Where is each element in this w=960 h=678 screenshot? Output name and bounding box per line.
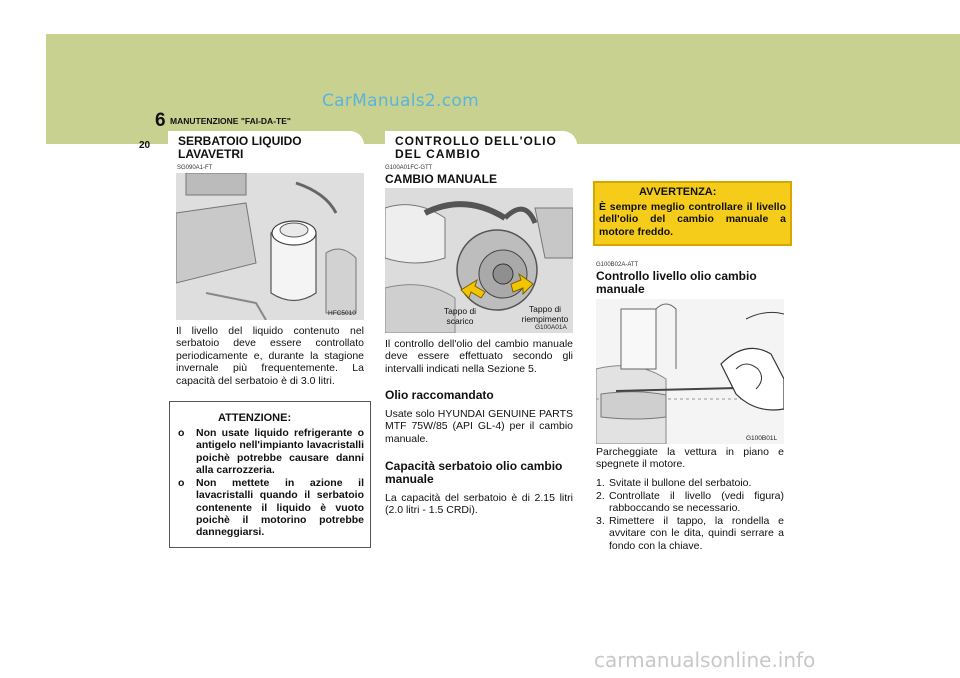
callout-drain-plug: Tappo di scarico (443, 306, 477, 326)
heading-manual-gearbox: CAMBIO MANUALE (385, 172, 497, 186)
figure-label-gearbox: G100A01A (535, 324, 567, 331)
header-band (46, 34, 960, 144)
step-text: Rimettere il tappo, la rondella e avvitare con le dita, quindi serrare a fondo con la chiave. (609, 515, 784, 552)
dipstick-drawing (596, 299, 784, 444)
heading-recommended-oil: Olio raccomandato (385, 388, 494, 402)
figure-label-washer: HFC5010 (328, 310, 356, 317)
caution-bullet: o (178, 477, 185, 489)
watermark-top[interactable]: CarManuals2.com (322, 91, 479, 111)
chapter-number: 6 (155, 110, 166, 131)
step-number: 1. (596, 477, 605, 489)
heading-capacity: Capacità serbatoio olio cambio manuale (385, 459, 563, 486)
gearbox-body-text: Il controllo dell'olio del cambio manuale deve essere effettuato secondo gli intervalli indicati nella Sezione 5. (385, 338, 573, 375)
section-title-washer: SERBATOIO LIQUIDO LAVAVETRI (178, 134, 302, 161)
caution-title: ATTENZIONE: (218, 412, 292, 424)
step-number: 2. (596, 490, 605, 502)
level-check-intro: Parcheggiate la vettura in piano e spegnete il motore. (596, 446, 784, 471)
step-text: Controllate il livello (vedi figura) rabboccando se necessario. (609, 490, 784, 515)
washer-reservoir-drawing (176, 173, 364, 320)
code-washer: SG090A1-FT (177, 165, 213, 171)
code-level-check: G100B02A-ATT (596, 262, 639, 268)
callout-fill-plug: Tappo di riempimento (521, 304, 569, 324)
caution-bullet: o (178, 427, 185, 439)
step-text: Svitate il bullone del serbatoio. (609, 477, 752, 489)
warning-text: È sempre meglio controllare il livello dell'olio del cambio manuale a motore freddo. (599, 201, 786, 238)
section-tab-washer (168, 131, 364, 162)
washer-body-text: Il livello del liquido contenuto nel serbatoio deve essere controllato periodicamente e, durante la stagione invernale più frequentemente. La capacità del serbatoio è di 3.0 litri. (176, 325, 364, 387)
warning-box (593, 181, 792, 246)
step-number: 3. (596, 515, 605, 527)
warning-title: AVVERTENZA: (639, 186, 717, 198)
figure-label-dipstick: G100B01L (746, 435, 778, 442)
caution-box (169, 401, 371, 548)
heading-level-check: Controllo livello olio cambio manuale (596, 269, 757, 296)
page-number: 20 (139, 140, 151, 151)
watermark-bottom[interactable]: carmanualsonline.info (594, 648, 816, 672)
dipstick-figure (596, 299, 784, 444)
washer-reservoir-figure (176, 173, 364, 320)
caution-item-text: Non mettete in azione il lavacristalli quando il serbatoio contenente il liquido è vuoto poichè il motorino potrebbe danneggiarsi. (196, 477, 364, 539)
recommended-oil-text: Usate solo HYUNDAI GENUINE PARTS MTF 75W/85 (API GL-4) per il cambio manuale. (385, 408, 573, 445)
gearbox-figure (385, 188, 573, 333)
code-manual-gearbox: G100A01FC-GTT (385, 165, 433, 171)
section-title-gearbox: CONTROLLO DELL'OLIO DEL CAMBIO (395, 134, 557, 161)
caution-item-text: Non usate liquido refrigerante o antigelo nell'impianto lavacristalli poichè potrebbe causare danni alla carrozzeria. (196, 427, 364, 476)
capacity-text: La capacità del serbatoio è di 2.15 litri (2.0 litri - 1.5 CRDi). (385, 492, 573, 517)
section-tab-gearbox (385, 131, 577, 162)
running-title: MANUTENZIONE "FAI-DA-TE" (170, 116, 291, 126)
